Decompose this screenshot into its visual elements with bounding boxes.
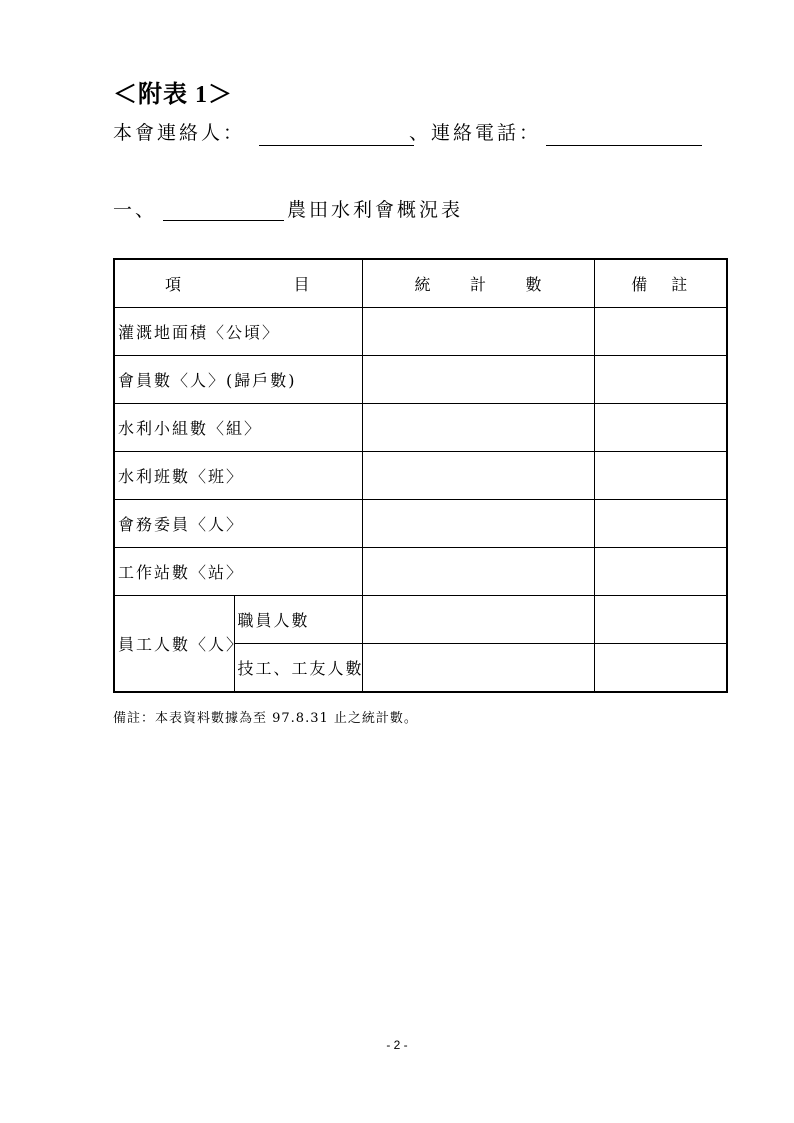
stat-cell[interactable] — [362, 596, 594, 644]
page-title: ＜附表 1＞ — [113, 82, 233, 108]
stat-cell[interactable] — [362, 500, 594, 548]
section-number: 一、 — [113, 199, 158, 221]
contact-person-blank[interactable] — [259, 145, 414, 146]
row-label-work-stations: 工作站數〈站〉 — [114, 548, 362, 596]
section-title: 農田水利會概況表 — [287, 199, 464, 221]
table-row — [114, 356, 727, 404]
header-statistics: 統 計 數 — [362, 259, 594, 308]
row-label-irrigated-area: 灌溉地面積〈公頃〉 — [114, 308, 362, 356]
contact-phone-blank[interactable] — [546, 145, 702, 146]
row-label-staff: 員工人數〈人〉 — [114, 596, 234, 693]
stat-cell[interactable] — [362, 644, 594, 693]
contact-phone-label: 、連絡電話： — [409, 122, 542, 144]
remark-cell[interactable] — [594, 308, 727, 356]
remark-cell[interactable] — [594, 644, 727, 693]
row-sublabel-workers: 技工、工友人數 — [234, 644, 362, 693]
table-row — [114, 548, 727, 596]
remark-cell[interactable] — [594, 548, 727, 596]
stat-cell[interactable] — [362, 452, 594, 500]
remark-cell[interactable] — [594, 356, 727, 404]
stat-cell[interactable] — [362, 548, 594, 596]
overview-table — [113, 258, 728, 693]
contact-row — [113, 118, 713, 150]
remark-cell[interactable] — [594, 404, 727, 452]
row-label-members: 會員數〈人〉(歸戶數) — [114, 356, 362, 404]
table-row — [114, 308, 727, 356]
stat-cell[interactable] — [362, 356, 594, 404]
section-heading — [113, 195, 713, 227]
header-item: 項 目 — [114, 259, 362, 308]
footnote: 備註：本表資料數據為至 97.8.31 止之統計數。 — [113, 711, 418, 726]
remark-cell[interactable] — [594, 596, 727, 644]
remark-cell[interactable] — [594, 500, 727, 548]
table-row — [114, 596, 727, 644]
association-name-blank[interactable] — [163, 220, 284, 221]
table-header-row — [114, 259, 727, 308]
row-label-irrigation-groups: 水利小組數〈組〉 — [114, 404, 362, 452]
table-row — [114, 404, 727, 452]
header-remarks: 備 註 — [594, 259, 727, 308]
table-row — [114, 452, 727, 500]
remark-cell[interactable] — [594, 452, 727, 500]
stat-cell[interactable] — [362, 308, 594, 356]
row-sublabel-officers: 職員人數 — [234, 596, 362, 644]
table-row — [114, 500, 727, 548]
contact-person-label: 本會連絡人： — [113, 122, 246, 144]
stat-cell[interactable] — [362, 404, 594, 452]
row-label-irrigation-teams: 水利班數〈班〉 — [114, 452, 362, 500]
page-number: - 2 - — [386, 1038, 408, 1052]
row-label-committee-members: 會務委員〈人〉 — [114, 500, 362, 548]
